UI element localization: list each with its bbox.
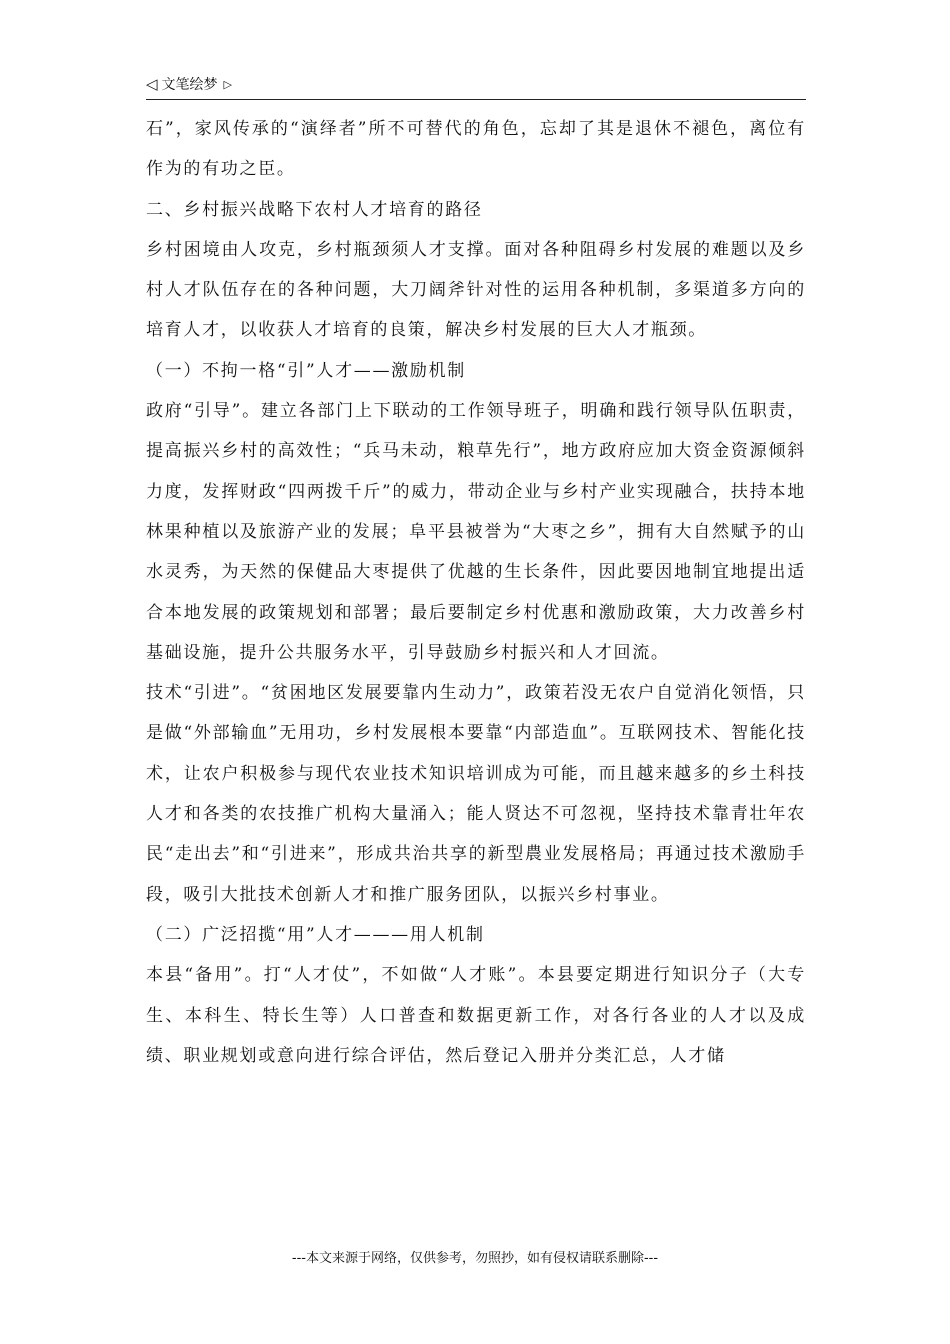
section-heading: 二、乡村振兴战略下农村人才培育的路径 [146, 199, 483, 220]
paragraph: 乡村困境由人攻克，乡村瓶颈须人才支撑。面对各种阻碍乡村发展的难题以及乡村人才队伍存在的各种问题，大刀阔斧针对性的运用各种机制，多渠道多方向的培育人才，以收获人才培育的良策，解决乡村发展的巨大人才瓶颈。 [146, 239, 806, 341]
triangle-right-icon: ▷ [223, 77, 233, 91]
triangle-left-icon: ◁ [146, 75, 158, 93]
subsection-heading: （一）不拘一格“引”人才——激励机制 [146, 360, 466, 381]
paragraph: 政府“引导”。建立各部门上下联动的工作领导班子，明确和践行领导队伍职责，提高振兴乡村的高效性；“兵马未动，粮草先行”，地方政府应加大资金资源倾斜力度，发挥财政“四两拨千斤”的威力，带动企业与乡村产业实现融合，扶持本地林果种植以及旅游产业的发展；阜平县被誉为“大枣之乡”，拥有大自然赋予的山水灵秀，为天然的保健品大枣提供了优越的生长条件，因此要因地制宜地提出适合本地发展的政策规划和部署；最后要制定乡村优惠和激励政策，大力改善乡村基础设施，提升公共服务水平，引导鼓励乡村振兴和人才回流。 [146, 401, 806, 663]
footer-notice: ---本文来源于网络，仅供参考，勿照抄，如有侵权请联系删除--- [291, 1251, 659, 1266]
paragraph: 本县“备用”。打“人才仗”，不如做“人才账”。本县要定期进行知识分子（大专生、本科生、特长生等）人口普查和数据更新工作，对各行各业的人才以及成绩、职业规划或意向进行综合评估，然后登记入册并分类汇总，人才储 [146, 965, 806, 1066]
paragraph: 石”，家风传承的“演绎者”所不可替代的角色，忘却了其是退休不褪色，离位有作为的有功之臣。 [146, 119, 806, 180]
header-divider [146, 99, 806, 100]
page-header [146, 73, 232, 95]
document-body [146, 109, 806, 1076]
header-title: 文笔绘梦 [161, 77, 218, 93]
subsection-heading: （二）广泛招揽“用”人才———用人机制 [146, 924, 485, 945]
paragraph: 技术“引进”。“贫困地区发展要靠内生动力”，政策若没无农户自觉消化领悟，只是做“外部输血”无用功，乡村发展根本要靠“内部造血”。互联网技术、智能化技术，让农户积极参与现代农业技术知识培训成为可能，而且越来越多的乡土科技人才和各类的农技推广机构大量涌入；能人贤达不可忽视，坚持技术靠青壮年农民“走出去”和“引进来”，形成共治共享的新型農业发展格局；再通过技术激励手段，吸引大批技术创新人才和推广服务团队，以振兴乡村事业。 [146, 683, 806, 905]
